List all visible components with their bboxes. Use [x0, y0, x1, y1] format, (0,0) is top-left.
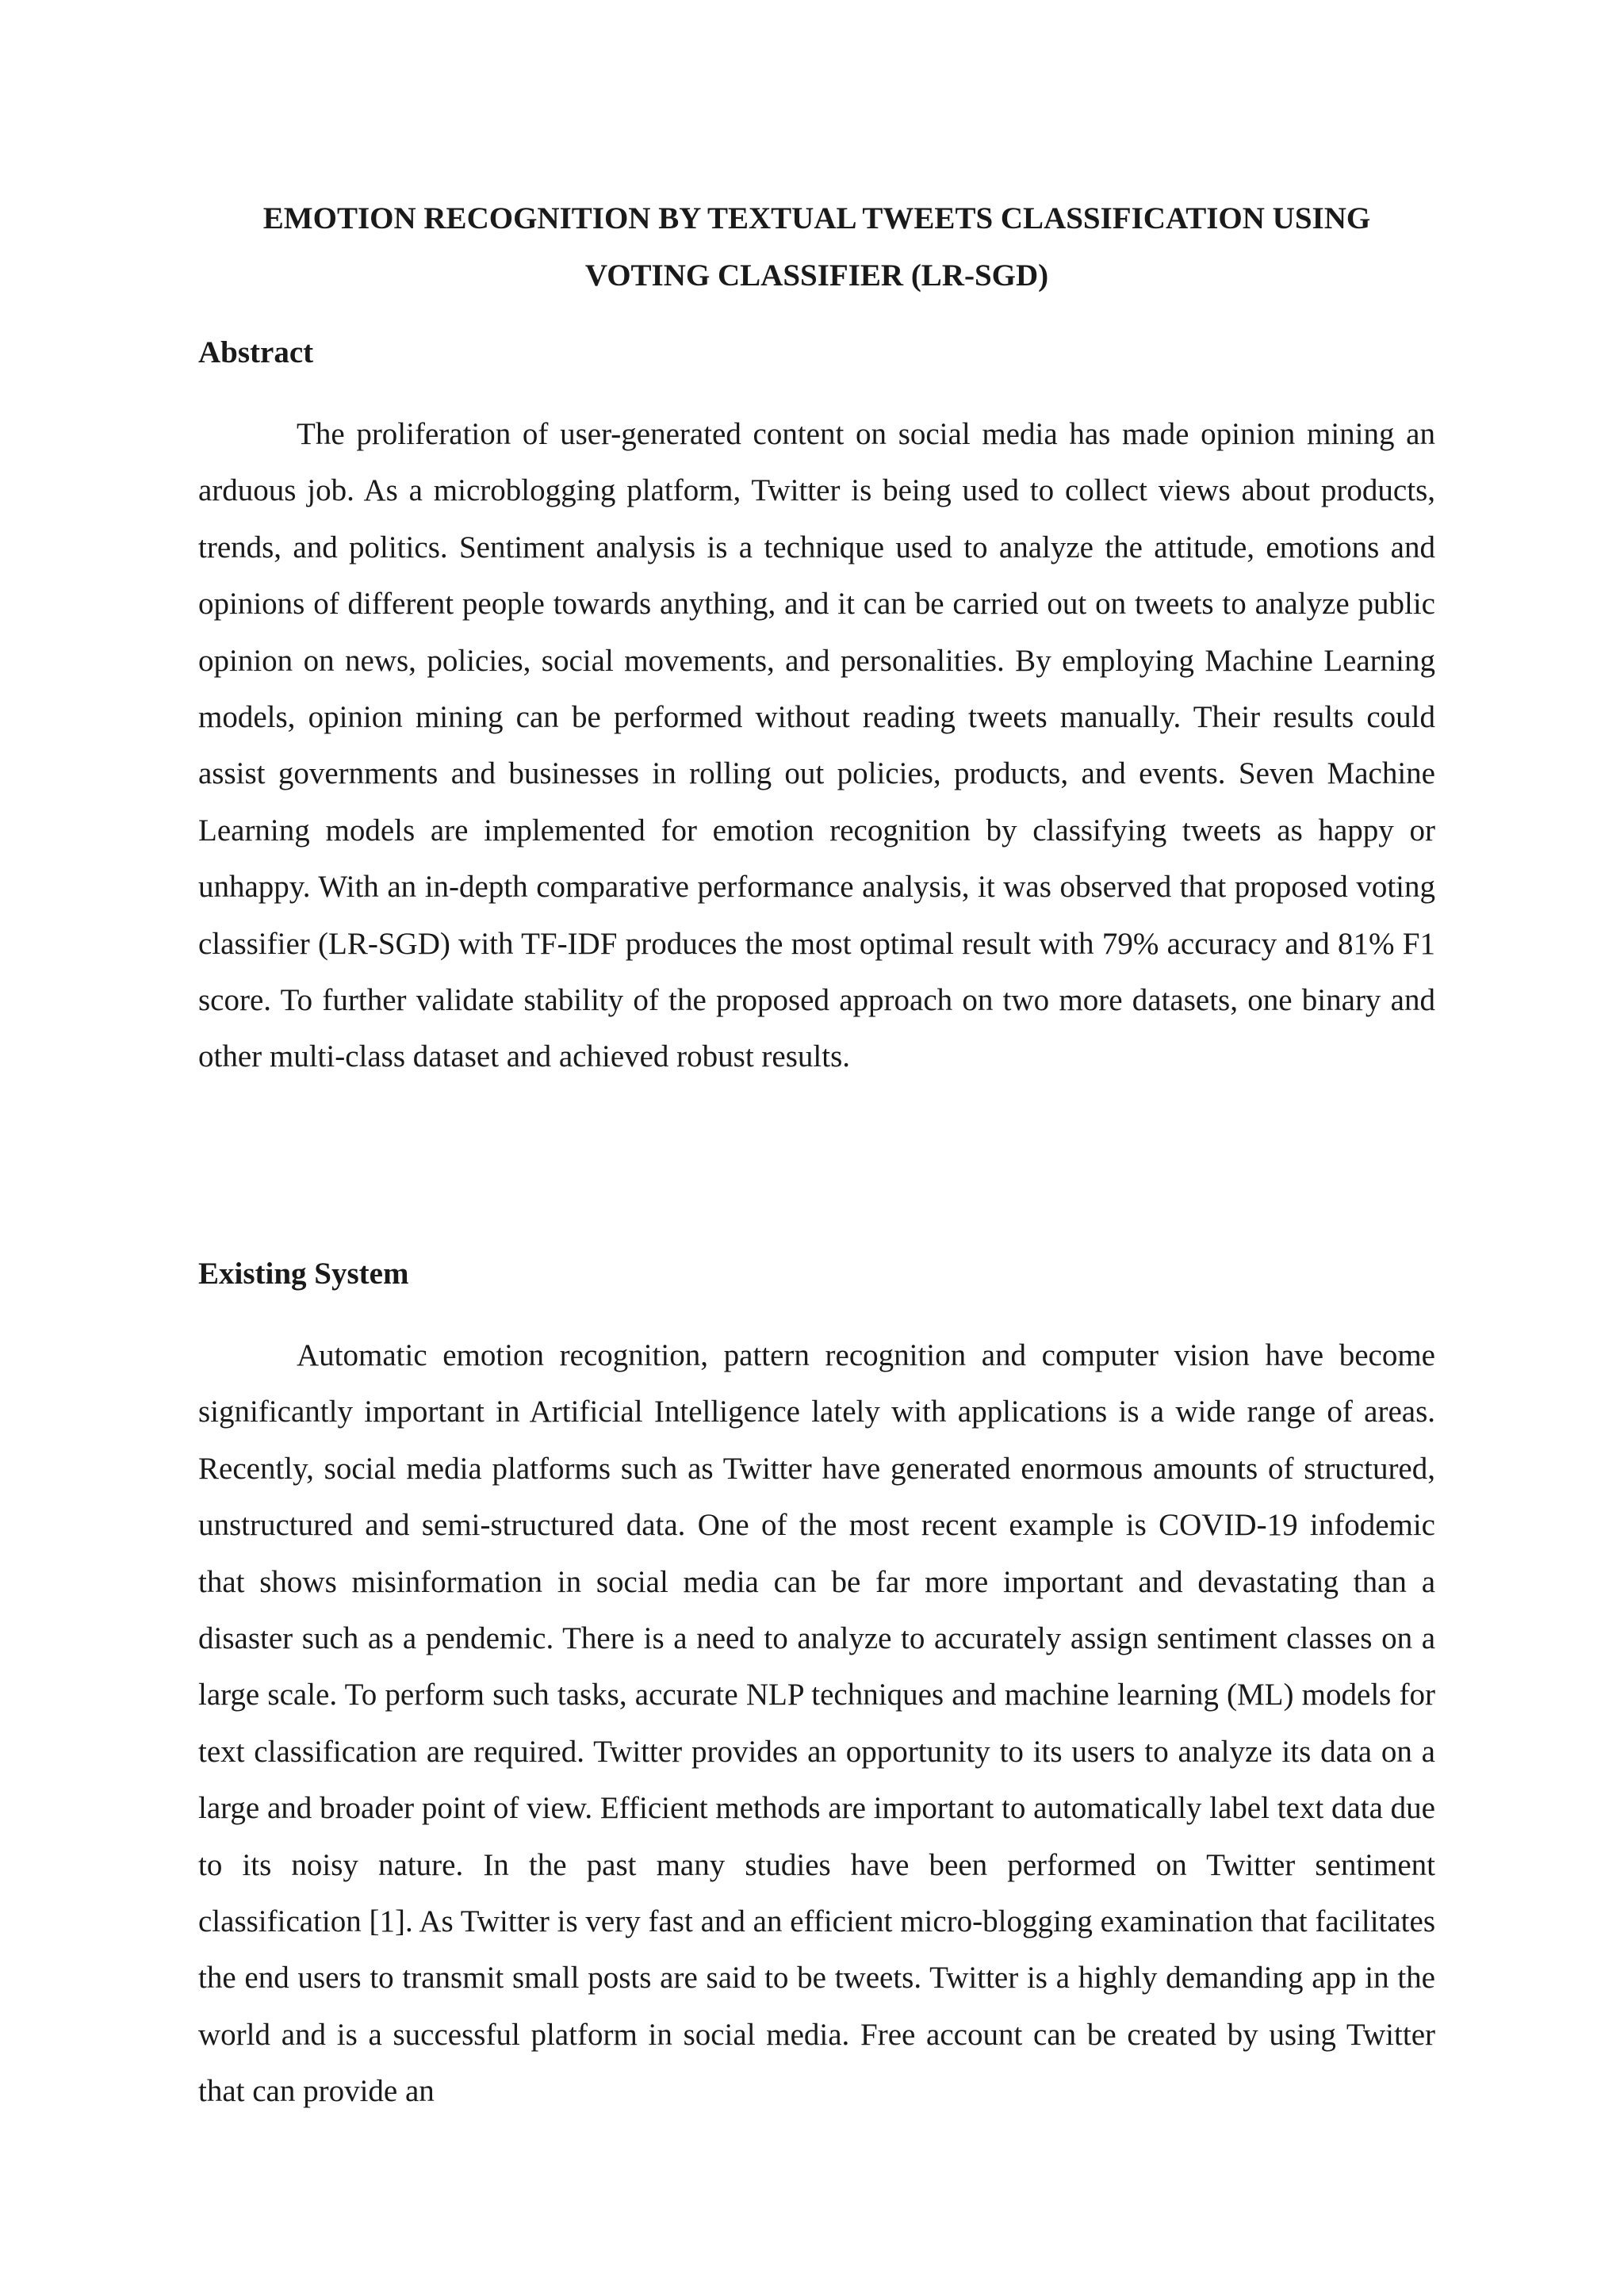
existing-system-heading: Existing System [198, 1257, 409, 1291]
existing-system-paragraph: Automatic emotion recognition, pattern recognition and computer vision have become significantly important in Artificial Intelligence lately with applications is a wide range of areas. Recently, social media platforms such as Twitter have generated enormous amounts of structured, unstructured and semi-structured data. One of the most recent example is COVID-19 infodemic that shows misinformation in social media can be far more important and devastating than a disaster such as a pendemic. There is a need to analyze to accurately assign sentiment classes on a large scale. To perform such tasks, accurate NLP techniques and machine learning (ML) models for text classification are required. Twitter provides an opportunity to its users to analyze its data on a large and broader point of view. Efficient methods are important to automatically label text data due to its noisy nature. In the past many studies have been performed on Twitter sentiment classification [1]. As Twitter is very fast and an efficient micro-blogging examination that facilitates the end users to transmit small posts are said to be tweets. Twitter is a highly demanding app in the world and is a successful platform in social media. Free account can be created by using Twitter that can provide an [198, 1338, 1435, 2109]
paper-title-line-2: VOTING CLASSIFIER (LR-SGD) [584, 258, 1049, 293]
abstract-paragraph: The proliferation of user-generated content on social media has made opinion mining an arduous job. As a microblogging platform, Twitter is being used to collect views about products, trends, and politics. Sentiment analysis is a technique used to analyze the attitude, emotions and opinions of different people towards anything, and it can be carried out on tweets to analyze public opinion on news, policies, social movements, and personalities. By employing Machine Learning models, opinion mining can be performed without reading tweets manually. Their results could assist governments and businesses in rolling out policies, products, and events. Seven Machine Learning models are implemented for emotion recognition by classifying tweets as happy or unhappy. With an in-depth comparative performance analysis, it was observed that proposed voting classifier (LR-SGD) with TF-IDF produces the most optimal result with 79% accuracy and 81% F1 score. To further validate stability of the proposed approach on two more datasets, one binary and other multi-class dataset and achieved robust results. [198, 417, 1435, 1074]
abstract-heading: Abstract [198, 335, 314, 369]
paper-title-line-1: EMOTION RECOGNITION BY TEXTUAL TWEETS CLASSIFICATION USING [262, 201, 1371, 235]
paper-title [198, 190, 1435, 304]
